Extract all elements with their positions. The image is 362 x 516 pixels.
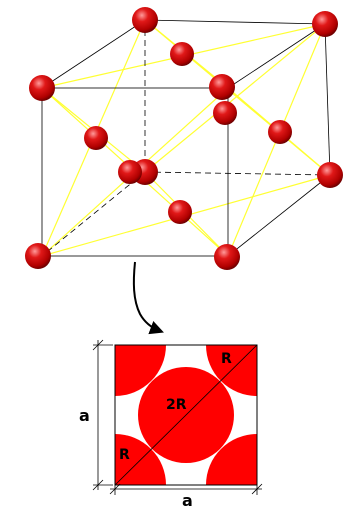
- atom-face-left-center: [84, 126, 108, 150]
- label-side-vertical: a: [79, 406, 90, 425]
- dimension-vertical: [93, 340, 113, 490]
- label-diagonal-radius: R: [119, 447, 130, 463]
- label-center-diameter: 2R: [166, 397, 187, 413]
- atom-face-top-center: [170, 42, 194, 66]
- unit-cell-3d: [25, 7, 343, 270]
- atom-face-back-center: [213, 101, 237, 125]
- atom-face-bottom-center: [168, 200, 192, 224]
- face-view: [64, 294, 308, 516]
- atom-corner-back-top-left: [132, 7, 158, 33]
- label-side-horizontal: a: [182, 491, 193, 510]
- atom-face-front-center: [118, 160, 142, 184]
- atom-corner-front-bottom-right: [214, 244, 240, 270]
- atom-face-right-center: [268, 120, 292, 144]
- atom-corner-back-bottom-right: [317, 162, 343, 188]
- atom-corner-back-top-right: [312, 11, 338, 37]
- label-corner-radius: R: [221, 351, 232, 367]
- atom-corner-front-bottom-left: [25, 243, 51, 269]
- atom-corner-front-top-right: [209, 74, 235, 100]
- atom-corner-front-top-left: [29, 75, 55, 101]
- curved-arrow-down-icon: [134, 262, 160, 331]
